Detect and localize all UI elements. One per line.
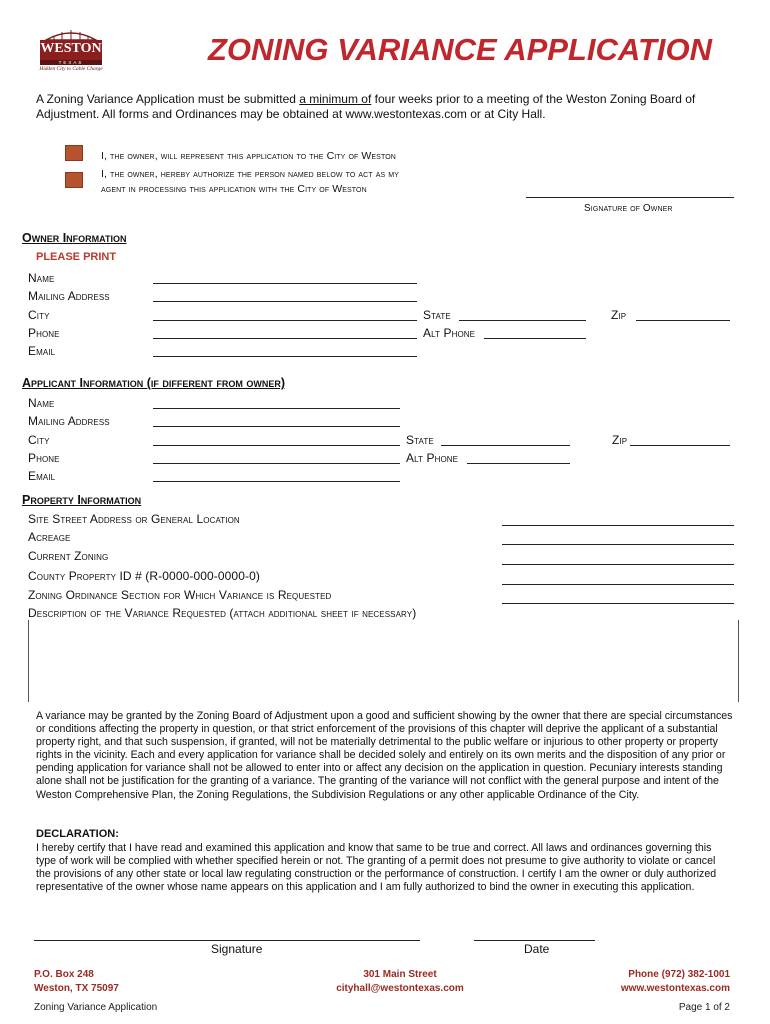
applicant-phone-label: Phone bbox=[28, 451, 60, 465]
owner-name-label: Name bbox=[28, 271, 55, 285]
property-site-field[interactable] bbox=[502, 525, 734, 526]
signature-label: Signature bbox=[211, 942, 263, 956]
logo-tagline: Hidden City to Cable Charge bbox=[39, 66, 103, 72]
logo-name: WESTON bbox=[40, 41, 102, 56]
footer-website[interactable]: www.westontexas.com bbox=[620, 983, 730, 994]
owner-city-field[interactable] bbox=[153, 320, 417, 321]
footer-street: 301 Main Street bbox=[363, 969, 437, 980]
applicant-city-label: City bbox=[28, 433, 50, 447]
option-represent-text: I, the owner, will represent this application to the City of Weston bbox=[101, 150, 396, 162]
owner-city-label: City bbox=[28, 308, 50, 322]
applicant-alt-phone-field[interactable] bbox=[467, 463, 570, 464]
applicant-email-field[interactable] bbox=[153, 481, 400, 482]
owner-zip-label: Zip bbox=[611, 308, 627, 322]
owner-info-heading: Owner Information bbox=[22, 231, 127, 245]
represent-checkbox[interactable] bbox=[65, 145, 83, 161]
footer-email[interactable]: cityhall@westontexas.com bbox=[336, 983, 464, 994]
owner-email-field[interactable] bbox=[153, 356, 417, 357]
property-ordinance-field[interactable] bbox=[502, 603, 734, 604]
applicant-state-field[interactable] bbox=[441, 445, 570, 446]
option-authorize-text-1: I, the owner, hereby authorize the person named below to act as my bbox=[101, 168, 399, 180]
declaration-heading: DECLARATION: bbox=[36, 828, 119, 840]
applicant-city-field[interactable] bbox=[153, 445, 400, 446]
owner-name-field[interactable] bbox=[153, 283, 417, 284]
intro-text bbox=[36, 92, 696, 122]
applicant-alt-phone-label: Alt Phone bbox=[406, 451, 459, 465]
property-site-label: Site Street Address or General Location bbox=[28, 512, 240, 526]
applicant-mailing-label: Mailing Address bbox=[28, 414, 110, 428]
description-textbox[interactable] bbox=[28, 620, 739, 702]
owner-phone-field[interactable] bbox=[153, 338, 417, 339]
signature-line[interactable] bbox=[34, 940, 420, 941]
property-zoning-label: Current Zoning bbox=[28, 549, 109, 563]
footer-phone: Phone (972) 382-1001 bbox=[628, 969, 730, 980]
applicant-email-label: Email bbox=[28, 469, 56, 483]
intro-underlined: a minimum of bbox=[299, 92, 372, 106]
property-acreage-field[interactable] bbox=[502, 544, 734, 545]
option-authorize-text-2: agent in processing this application with the City of Weston bbox=[101, 183, 367, 195]
applicant-state-label: State bbox=[406, 433, 434, 447]
owner-signature-line[interactable] bbox=[526, 197, 734, 198]
declaration-text: I hereby certify that I have read and examined this application and know that same to be true and correct. All laws and ordinances governing this type of work will be complied with whether specified herein or not. The granting of a permit does not presume to give authority to violate or cancel the provisions of any other state or local law regulating construction or the performance of construction. I certify I am the owner or duly authorized representative of the owner whose name appears on this application and I am fully authorized to bind the owner in executing this application. bbox=[36, 842, 717, 894]
applicant-zip-label: Zip bbox=[612, 433, 628, 447]
applicant-mailing-field[interactable] bbox=[153, 426, 400, 427]
owner-alt-phone-field[interactable] bbox=[484, 338, 586, 339]
applicant-info-heading: Applicant Information (if different from owner) bbox=[22, 376, 286, 390]
footer-page-number: Page 1 of 2 bbox=[678, 1002, 730, 1013]
intro-part1: A Zoning Variance Application must be submitted bbox=[36, 92, 300, 106]
property-ordinance-label: Zoning Ordinance Section for Which Variance is Requested bbox=[28, 588, 332, 602]
property-info-heading: Property Information bbox=[22, 493, 142, 507]
owner-zip-field[interactable] bbox=[636, 320, 730, 321]
authorize-agent-checkbox[interactable] bbox=[65, 172, 83, 188]
applicant-zip-field[interactable] bbox=[630, 445, 730, 446]
date-line[interactable] bbox=[474, 940, 595, 941]
owner-signature-label: Signature of Owner bbox=[584, 203, 673, 214]
footer-doc-name: Zoning Variance Application bbox=[34, 1002, 158, 1013]
owner-email-label: Email bbox=[28, 344, 56, 358]
owner-state-label: State bbox=[423, 308, 451, 322]
property-description-label: Description of the Variance Requested (attach additional sheet if necessary) bbox=[28, 606, 417, 620]
footer-po-box: P.O. Box 248 bbox=[34, 969, 94, 980]
property-county-id-label: County Property ID # (R-0000-000-0000-0) bbox=[28, 569, 260, 583]
intro-part2: four weeks prior to a meeting of the Weston Zoning Board of Adjustment. All forms and Ordinances may be obtained at www.westontexas.com or at City Hall. bbox=[36, 92, 696, 121]
applicant-phone-field[interactable] bbox=[153, 463, 400, 464]
date-label: Date bbox=[524, 942, 550, 956]
please-print-label: PLEASE PRINT bbox=[36, 251, 117, 263]
owner-mailing-field[interactable] bbox=[153, 301, 417, 302]
owner-alt-phone-label: Alt Phone bbox=[423, 326, 476, 340]
page-title: ZONING VARIANCE APPLICATION bbox=[207, 32, 713, 67]
footer-city-state: Weston, TX 75097 bbox=[34, 983, 119, 994]
owner-phone-label: Phone bbox=[28, 326, 60, 340]
applicant-name-label: Name bbox=[28, 396, 55, 410]
city-logo bbox=[34, 24, 108, 76]
property-county-id-field[interactable] bbox=[502, 584, 734, 585]
owner-mailing-label: Mailing Address bbox=[28, 289, 110, 303]
property-zoning-field[interactable] bbox=[502, 564, 734, 565]
applicant-name-field[interactable] bbox=[153, 408, 400, 409]
variance-paragraph: A variance may be granted by the Zoning Board of Adjustment upon a good and sufficient showing by the owner that there are special circumstances or conditions affecting the property in question, or that strict enforcement of the provisions of this chapter will deprive the applicant of a substantial property right, and that such suspension, if granted, will not be materially detrimental to the public welfare or injurious to other property or property rights in the vicinity. Each and every application for variance shall be decided solely and entirely on its own merits and the disposition of any prior or pending application for variance shall not be allowed to enter into or affect any decision on the application in question. Pecuniary interests standing alone shall not be justification for the granting of a variance. The granting of the variance will not conflict with the general purpose and intent of the Weston Comprehensive Plan, the Zoning Regulations, the Subdivision Regulations or any other applicable Ordinance of the City. bbox=[36, 710, 733, 801]
logo-sub: TEXAS bbox=[58, 60, 84, 65]
owner-state-field[interactable] bbox=[459, 320, 586, 321]
property-acreage-label: Acreage bbox=[28, 530, 71, 544]
